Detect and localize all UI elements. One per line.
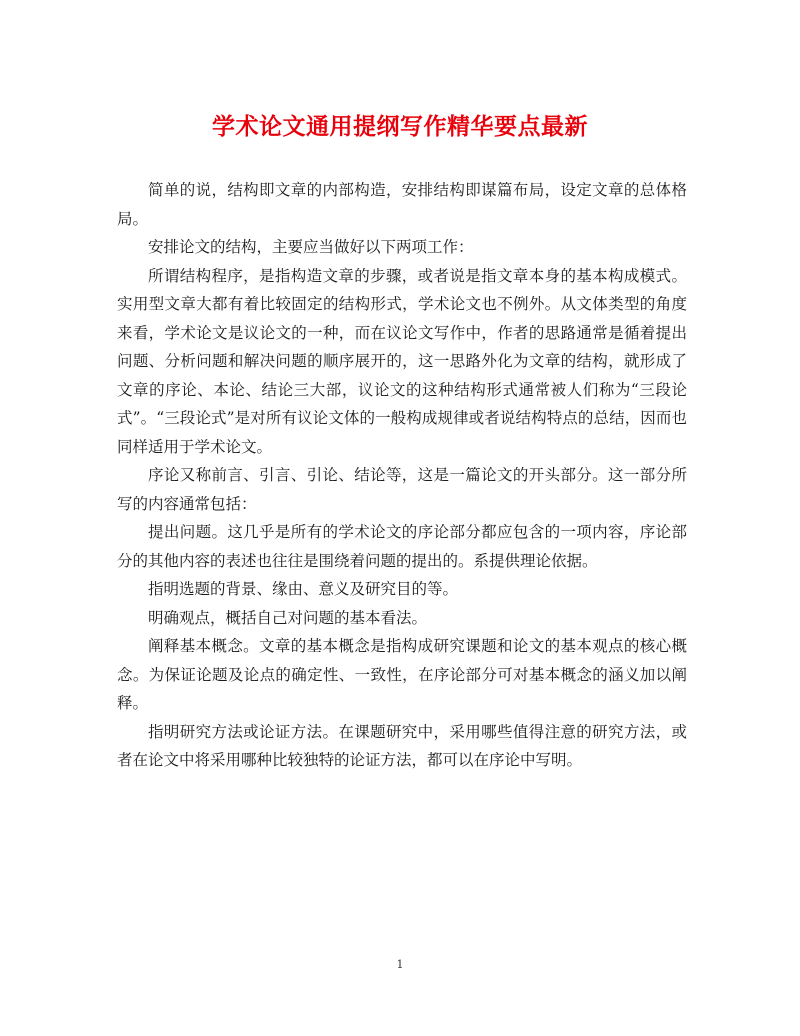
paragraph-7: 明确观点，概括自己对问题的基本看法。 — [148, 608, 428, 627]
paragraph-2: 安排论文的结构，主要应当做好以下两项工作： — [148, 238, 474, 256]
document-body — [117, 176, 687, 775]
document-title: 学术论文通用提纲写作精华要点最新 — [212, 113, 588, 140]
paragraph-3: 所谓结构程序，是指构造文章的步骤，或者说是指文章本身的基本构成模式。实用型文章大都有着比较固定的结构形式，学术论文也不例外。从文体类型的角度来看，学术论文是议论文的一种，而在议论文写作中，作者的思路通常是循着提出问题、分析问题和解决问题的顺序展开的，这一思路外化为文章的结构，就形成了文章的序论、本论、结论三大部，议论文的这种结构形式通常被人们称为“三段论式”。“三段论式”是对所有议论文体的一般构成规律或者说结构特点的总结，因而也同样适用于学术论文。 — [117, 266, 687, 456]
paragraph-8: 阐释基本概念。文章的基本概念是指构成研究课题和论文的基本观点的核心概念。为保证论题及论点的确定性、一致性，在序论部分可对基本概念的涵义加以阐释。 — [117, 637, 687, 712]
paragraph-9: 指明研究方法或论证方法。在课题研究中，采用哪些值得注意的研究方法，或者在论文中将采用哪种比较独特的论证方法，都可以在序论中写明。 — [117, 722, 687, 769]
paragraph-1: 简单的说，结构即文章的内部构造，安排结构即谋篇布局，设定文章的总体格局。 — [117, 181, 687, 228]
page-number: 1 — [396, 958, 404, 971]
paragraph-6: 指明选题的背景、缘由、意义及研究目的等。 — [148, 580, 459, 598]
paragraph-4: 序论又称前言、引言、引论、结论等，这是一篇论文的开头部分。这一部分所写的内容通常包括： — [117, 466, 687, 513]
paragraph-5: 提出问题。这几乎是所有的学术论文的序论部分都应包含的一项内容，序论部分的其他内容的表述也往往是围绕着问题的提出的。系提供理论依据。 — [117, 523, 687, 570]
